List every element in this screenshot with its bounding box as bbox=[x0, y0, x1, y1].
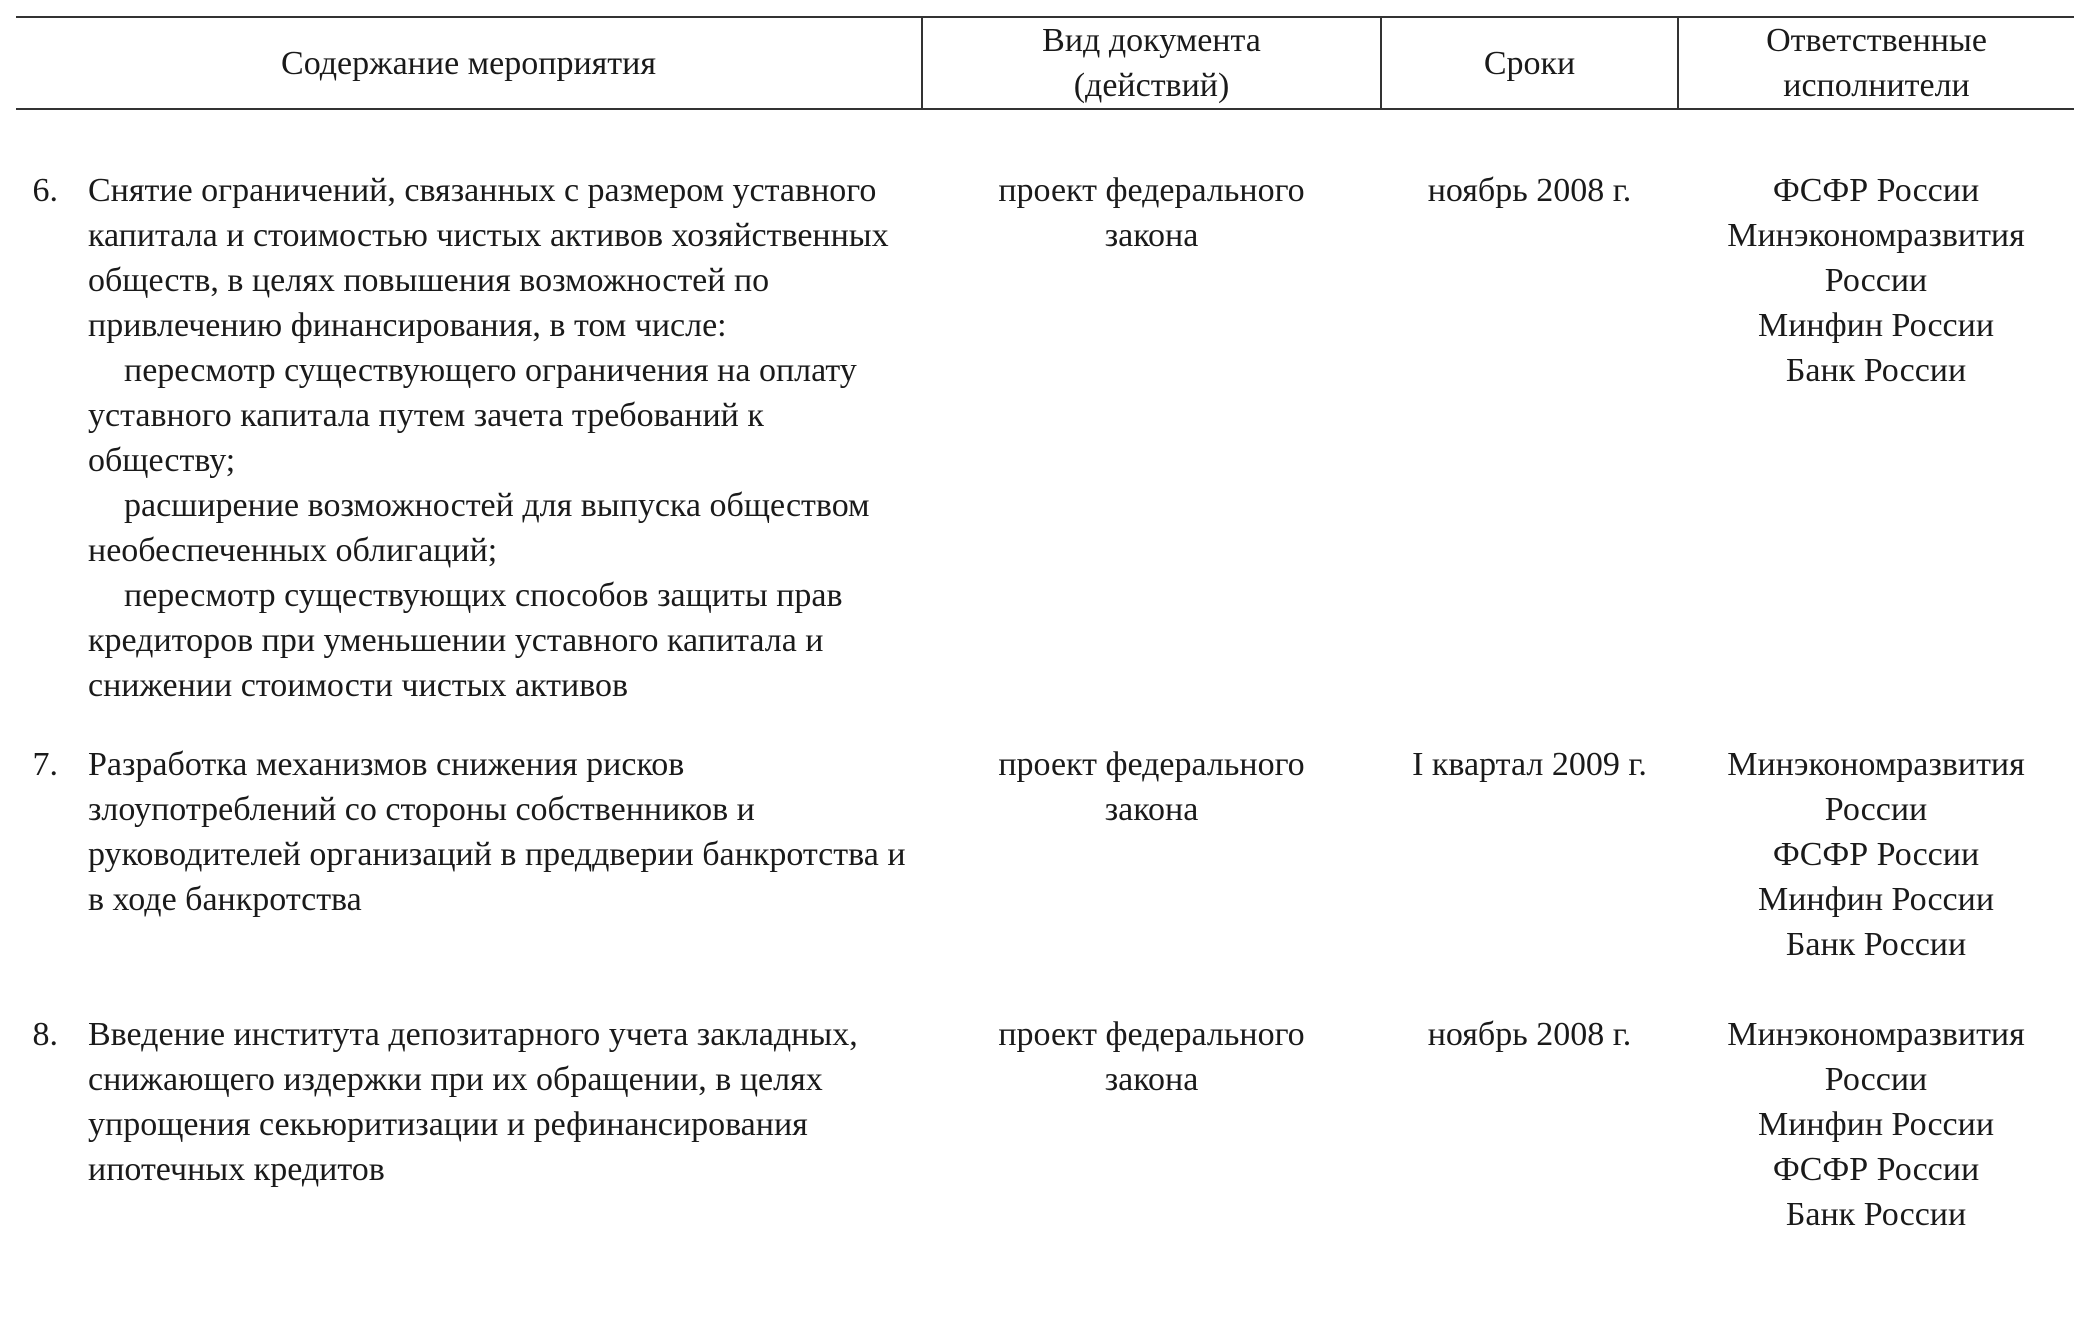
header-content-label: Содержание мероприятия bbox=[281, 44, 656, 82]
responsible-line: России bbox=[1824, 1061, 1928, 1098]
doc-type-line: закона bbox=[1104, 791, 1199, 828]
content-paragraph: пересмотр существующих способов защиты прав кредиторов при уменьшении уставного капитала и снижении стоимости чистых активов bbox=[88, 577, 843, 704]
table-header-row bbox=[16, 17, 2074, 109]
content-paragraph: Разработка механизмов снижения рисков злоупотреблений со стороны собственников и руководителей организаций в преддверии банкротства и в ходе банкротства bbox=[88, 746, 906, 918]
header-doc-type bbox=[922, 17, 1381, 109]
table-row bbox=[16, 708, 2074, 967]
responsible-line: Банк России bbox=[1785, 1196, 1967, 1233]
header-responsible bbox=[1678, 17, 2074, 109]
content-paragraph: Снятие ограничений, связанных с размером уставного капитала и стоимостью чистых активов хозяйственных обществ, в целях повышения возможностей по привлечению финансирования, в том числе: bbox=[88, 172, 889, 344]
row-term: ноябрь 2008 г. bbox=[1427, 1016, 1632, 1053]
row-content bbox=[88, 708, 922, 967]
row-content bbox=[88, 109, 922, 708]
doc-type-line: проект федерального bbox=[998, 172, 1305, 209]
responsible-line: Минфин России bbox=[1758, 881, 1995, 918]
header-terms-label: Сроки bbox=[1483, 44, 1576, 82]
responsible-line: ФСФР России bbox=[1772, 1151, 1980, 1188]
row-responsible bbox=[1678, 109, 2074, 708]
responsible-line: Минфин России bbox=[1758, 307, 1995, 344]
header-responsible-line1: Ответственные bbox=[1766, 22, 1987, 59]
row-responsible bbox=[1678, 708, 2074, 967]
row-number: 6. bbox=[32, 172, 58, 209]
header-doc-type-line1: Вид документа bbox=[1042, 22, 1261, 59]
table-row bbox=[16, 967, 2074, 1237]
row-term: I квартал 2009 г. bbox=[1412, 746, 1647, 783]
responsible-line: ФСФР России bbox=[1772, 172, 1980, 209]
responsible-line: России bbox=[1824, 262, 1928, 299]
content-paragraph: расширение возможностей для выпуска обществом необеспеченных облигаций; bbox=[88, 487, 870, 569]
header-terms bbox=[1381, 17, 1678, 109]
responsible-line: Минфин России bbox=[1758, 1106, 1995, 1143]
header-responsible-line2: исполнители bbox=[1783, 67, 1970, 104]
content-paragraph: Введение института депозитарного учета закладных, снижающего издержки при их обращении, в целях упрощения секьюритизации и рефинансирования ипотечных кредитов bbox=[88, 1016, 858, 1188]
responsible-line: Минэкономразвития bbox=[1727, 746, 2025, 783]
row-term: ноябрь 2008 г. bbox=[1427, 172, 1632, 209]
row-doc-type bbox=[922, 109, 1381, 708]
row-doc-type bbox=[922, 708, 1381, 967]
content-paragraph: пересмотр существующего ограничения на оплату уставного капитала путем зачета требований к обществу; bbox=[88, 352, 857, 479]
action-plan-table bbox=[16, 16, 2074, 1237]
doc-type-line: закона bbox=[1104, 1061, 1199, 1098]
row-number: 7. bbox=[32, 746, 58, 783]
doc-type-line: закона bbox=[1104, 217, 1199, 254]
responsible-line: Минэкономразвития bbox=[1727, 1016, 2025, 1053]
header-doc-type-line2: (действий) bbox=[1073, 67, 1230, 104]
doc-type-line: проект федерального bbox=[998, 1016, 1305, 1053]
responsible-line: Банк России bbox=[1785, 352, 1967, 389]
doc-type-line: проект федерального bbox=[998, 746, 1305, 783]
table-row bbox=[16, 109, 2074, 708]
responsible-line: Банк России bbox=[1785, 926, 1967, 963]
row-content bbox=[88, 967, 922, 1237]
responsible-line: России bbox=[1824, 791, 1928, 828]
responsible-line: Минэкономразвития bbox=[1727, 217, 2025, 254]
row-responsible bbox=[1678, 967, 2074, 1237]
row-number: 8. bbox=[32, 1016, 58, 1053]
header-content bbox=[16, 17, 922, 109]
row-doc-type bbox=[922, 967, 1381, 1237]
responsible-line: ФСФР России bbox=[1772, 836, 1980, 873]
